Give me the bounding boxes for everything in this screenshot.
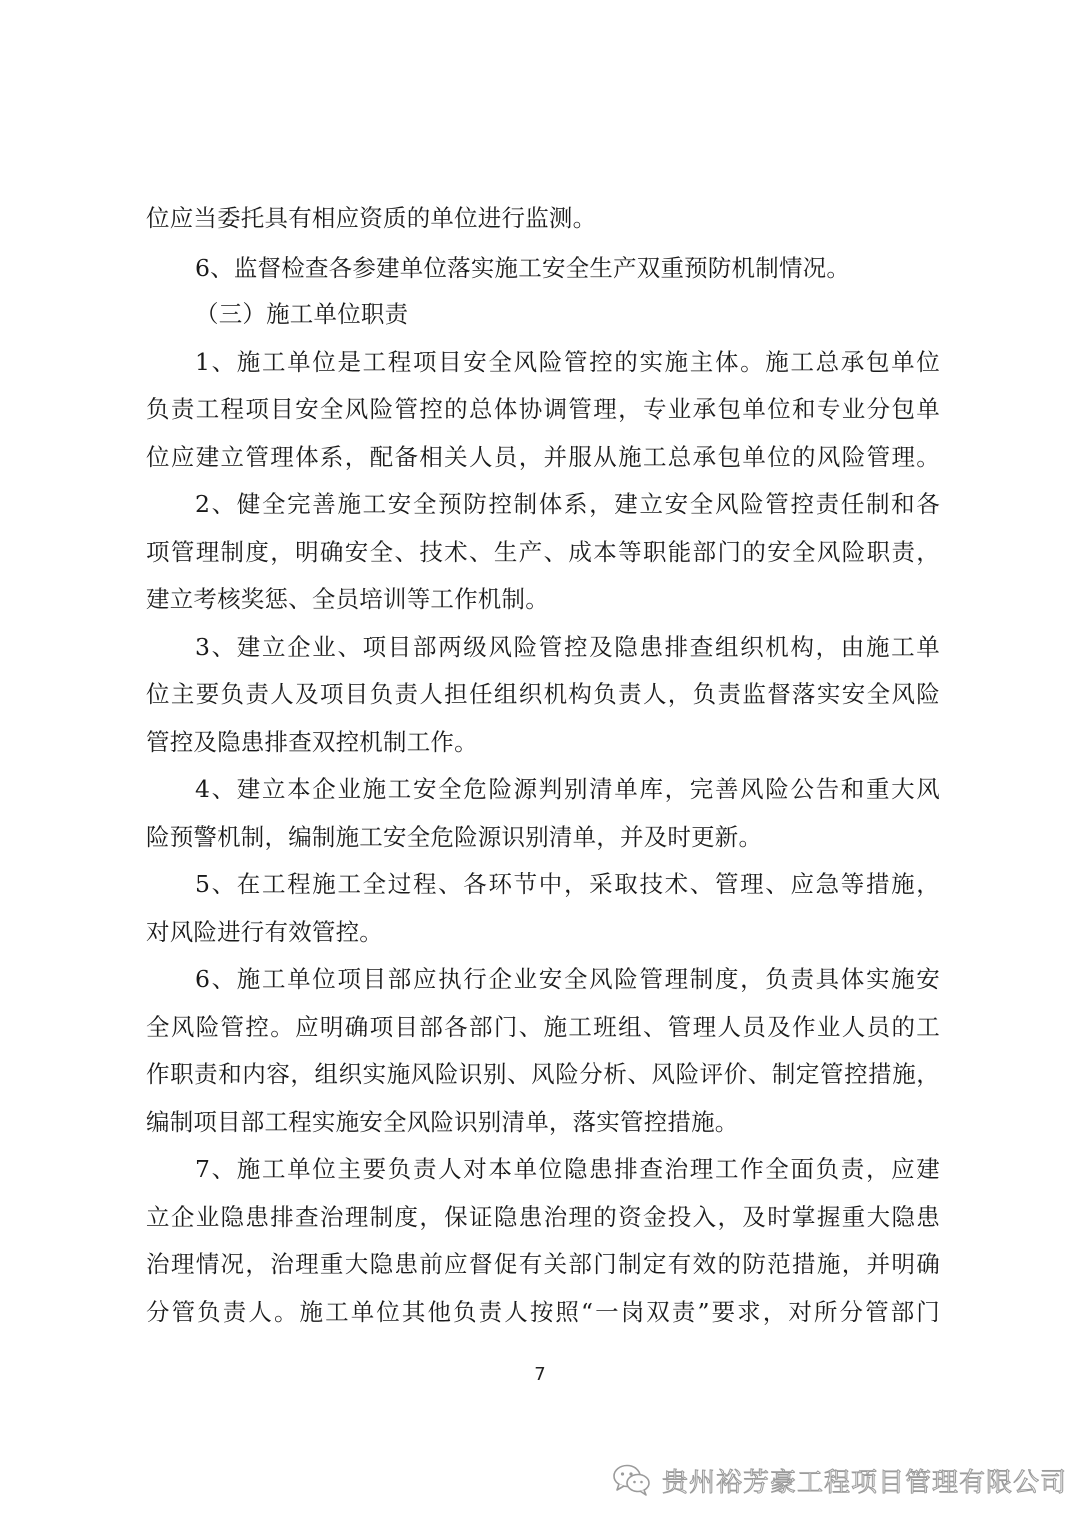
section-heading: （三）施工单位职责 bbox=[195, 300, 409, 328]
text-line: 管控及隐患排查双控机制工作。 bbox=[146, 728, 478, 756]
watermark bbox=[612, 1460, 1067, 1500]
text-line: 编制项目部工程实施安全风险识别清单，落实管控措施。 bbox=[146, 1108, 739, 1136]
text-line: 全风险管控。应明确项目部各部门、施工班组、管理人员及作业人员的工 bbox=[146, 1013, 940, 1041]
text-line: 立企业隐患排查治理制度，保证隐患治理的资金投入，及时掌握重大隐患 bbox=[146, 1203, 940, 1231]
text-line: 7、施工单位主要负责人对本单位隐患排查治理工作全面负责，应建 bbox=[195, 1155, 940, 1183]
wechat-icon bbox=[612, 1463, 652, 1497]
text-line: 位应建立管理体系，配备相关人员，并服从施工总承包单位的风险管理。 bbox=[146, 443, 940, 471]
text-line: 分管负责人。施工单位其他负责人按照“一岗双责”要求，对所分管部门 bbox=[146, 1298, 940, 1326]
text-line: 2、健全完善施工安全预防控制体系，建立安全风险管控责任制和各 bbox=[195, 490, 940, 518]
text-line: 作职责和内容，组织实施风险识别、风险分析、风险评价、制定管控措施， bbox=[146, 1060, 940, 1088]
text-line: 3、建立企业、项目部两级风险管控及隐患排查组织机构，由施工单 bbox=[195, 633, 940, 661]
page-number: 7 bbox=[534, 1364, 546, 1385]
text-line: 项管理制度，明确安全、技术、生产、成本等职能部门的安全风险职责， bbox=[146, 538, 940, 566]
watermark-text: 贵州裕芳豪工程项目管理有限公司 bbox=[662, 1467, 1068, 1498]
text-line: 治理情况，治理重大隐患前应督促有关部门制定有效的防范措施，并明确 bbox=[146, 1250, 940, 1278]
text-line: 4、建立本企业施工安全危险源判别清单库，完善风险公告和重大风 bbox=[195, 775, 940, 803]
text-line: 对风险进行有效管控。 bbox=[146, 918, 383, 946]
text-line: 位应当委托具有相应资质的单位进行监测。 bbox=[146, 204, 597, 232]
text-line: 负责工程项目安全风险管控的总体协调管理，专业承包单位和专业分包单 bbox=[146, 395, 940, 423]
text-line: 位主要负责人及项目负责人担任组织机构负责人，负责监督落实安全风险 bbox=[146, 680, 940, 708]
text-line: 6、施工单位项目部应执行企业安全风险管理制度，负责具体实施安 bbox=[195, 965, 940, 993]
text-line: 6、监督检查各参建单位落实施工安全生产双重预防机制情况。 bbox=[195, 254, 851, 282]
text-line: 建立考核奖惩、全员培训等工作机制。 bbox=[146, 585, 549, 613]
text-line: 5、在工程施工全过程、各环节中，采取技术、管理、应急等措施， bbox=[195, 870, 940, 898]
text-line: 1、施工单位是工程项目安全风险管控的实施主体。施工总承包单位 bbox=[195, 348, 940, 376]
text-line: 险预警机制，编制施工安全危险源识别清单，并及时更新。 bbox=[146, 823, 763, 851]
